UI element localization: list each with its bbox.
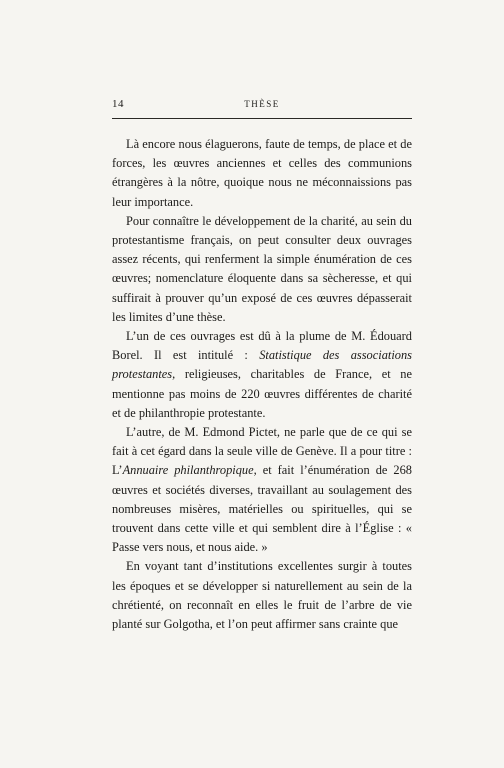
paragraph-1	[112, 135, 412, 212]
running-title: THÈSE	[244, 99, 280, 109]
paragraph-3	[112, 327, 412, 423]
paragraph-4-italic-title: Annuaire philanthropique,	[122, 463, 257, 478]
header-rule	[112, 118, 412, 119]
paragraph-2	[112, 212, 412, 327]
paragraph-4-text-end: et fait l’énumération de 268 œuvres et sociétés diverses, travaillant au soulagement des nombreuses misères, matérielles ou spirituelles, qui se trouvent dans cette ville et qui semblent dire à l’Église : « Passe vers nous, et nous aide. »	[112, 463, 412, 555]
paragraph-5-text: En voyant tant d’institutions excellentes surgir à toutes les époques et se développer si naturellement au sein de la chrétienté, on reconnaît en elles le fruit de l’arbre de vie planté sur Golgotha, et l’on peut affirmer sans crainte que	[112, 559, 412, 632]
body-text	[112, 135, 412, 634]
paragraph-2-text: Pour connaître le développement de la charité, au sein du protestantisme français, on peut consulter deux ouvrages assez récents, qui renferment la simple énumération de ces œuvres; nomenclature éloquente dans sa sècheresse, et qui suffirait à prouver qu’un exposé de ces œuvres dépasserait les limites d’une thèse.	[112, 213, 412, 324]
page-header	[112, 98, 412, 114]
paragraph-3-italic-title: Statistique des associations protestantes,	[112, 348, 412, 382]
page-number: 14	[112, 98, 124, 110]
paragraph-1-text: Là encore nous élaguerons, faute de temps, de place et de forces, les œuvres anciennes et celles des communions étrangères à la nôtre, quoique nous ne méconnaissions pas leur importance.	[112, 137, 412, 209]
paragraph-3-text-end: religieuses, charitables de France, et ne mentionne pas moins de 220 œuvres différentes de charité et de philanthropie protestante.	[112, 367, 412, 420]
paragraph-4-text-start: L’autre, de M. Edmond Pictet, ne parle que de ce qui se fait à cet égard dans la seule ville de Genève. Il a pour titre : L’	[112, 425, 412, 478]
paragraph-5	[112, 557, 412, 634]
paragraph-3-text-start: L’un de ces ouvrages est dû à la plume de M. Édouard Borel. Il est intitulé :	[112, 329, 412, 363]
paragraph-4	[112, 423, 412, 557]
